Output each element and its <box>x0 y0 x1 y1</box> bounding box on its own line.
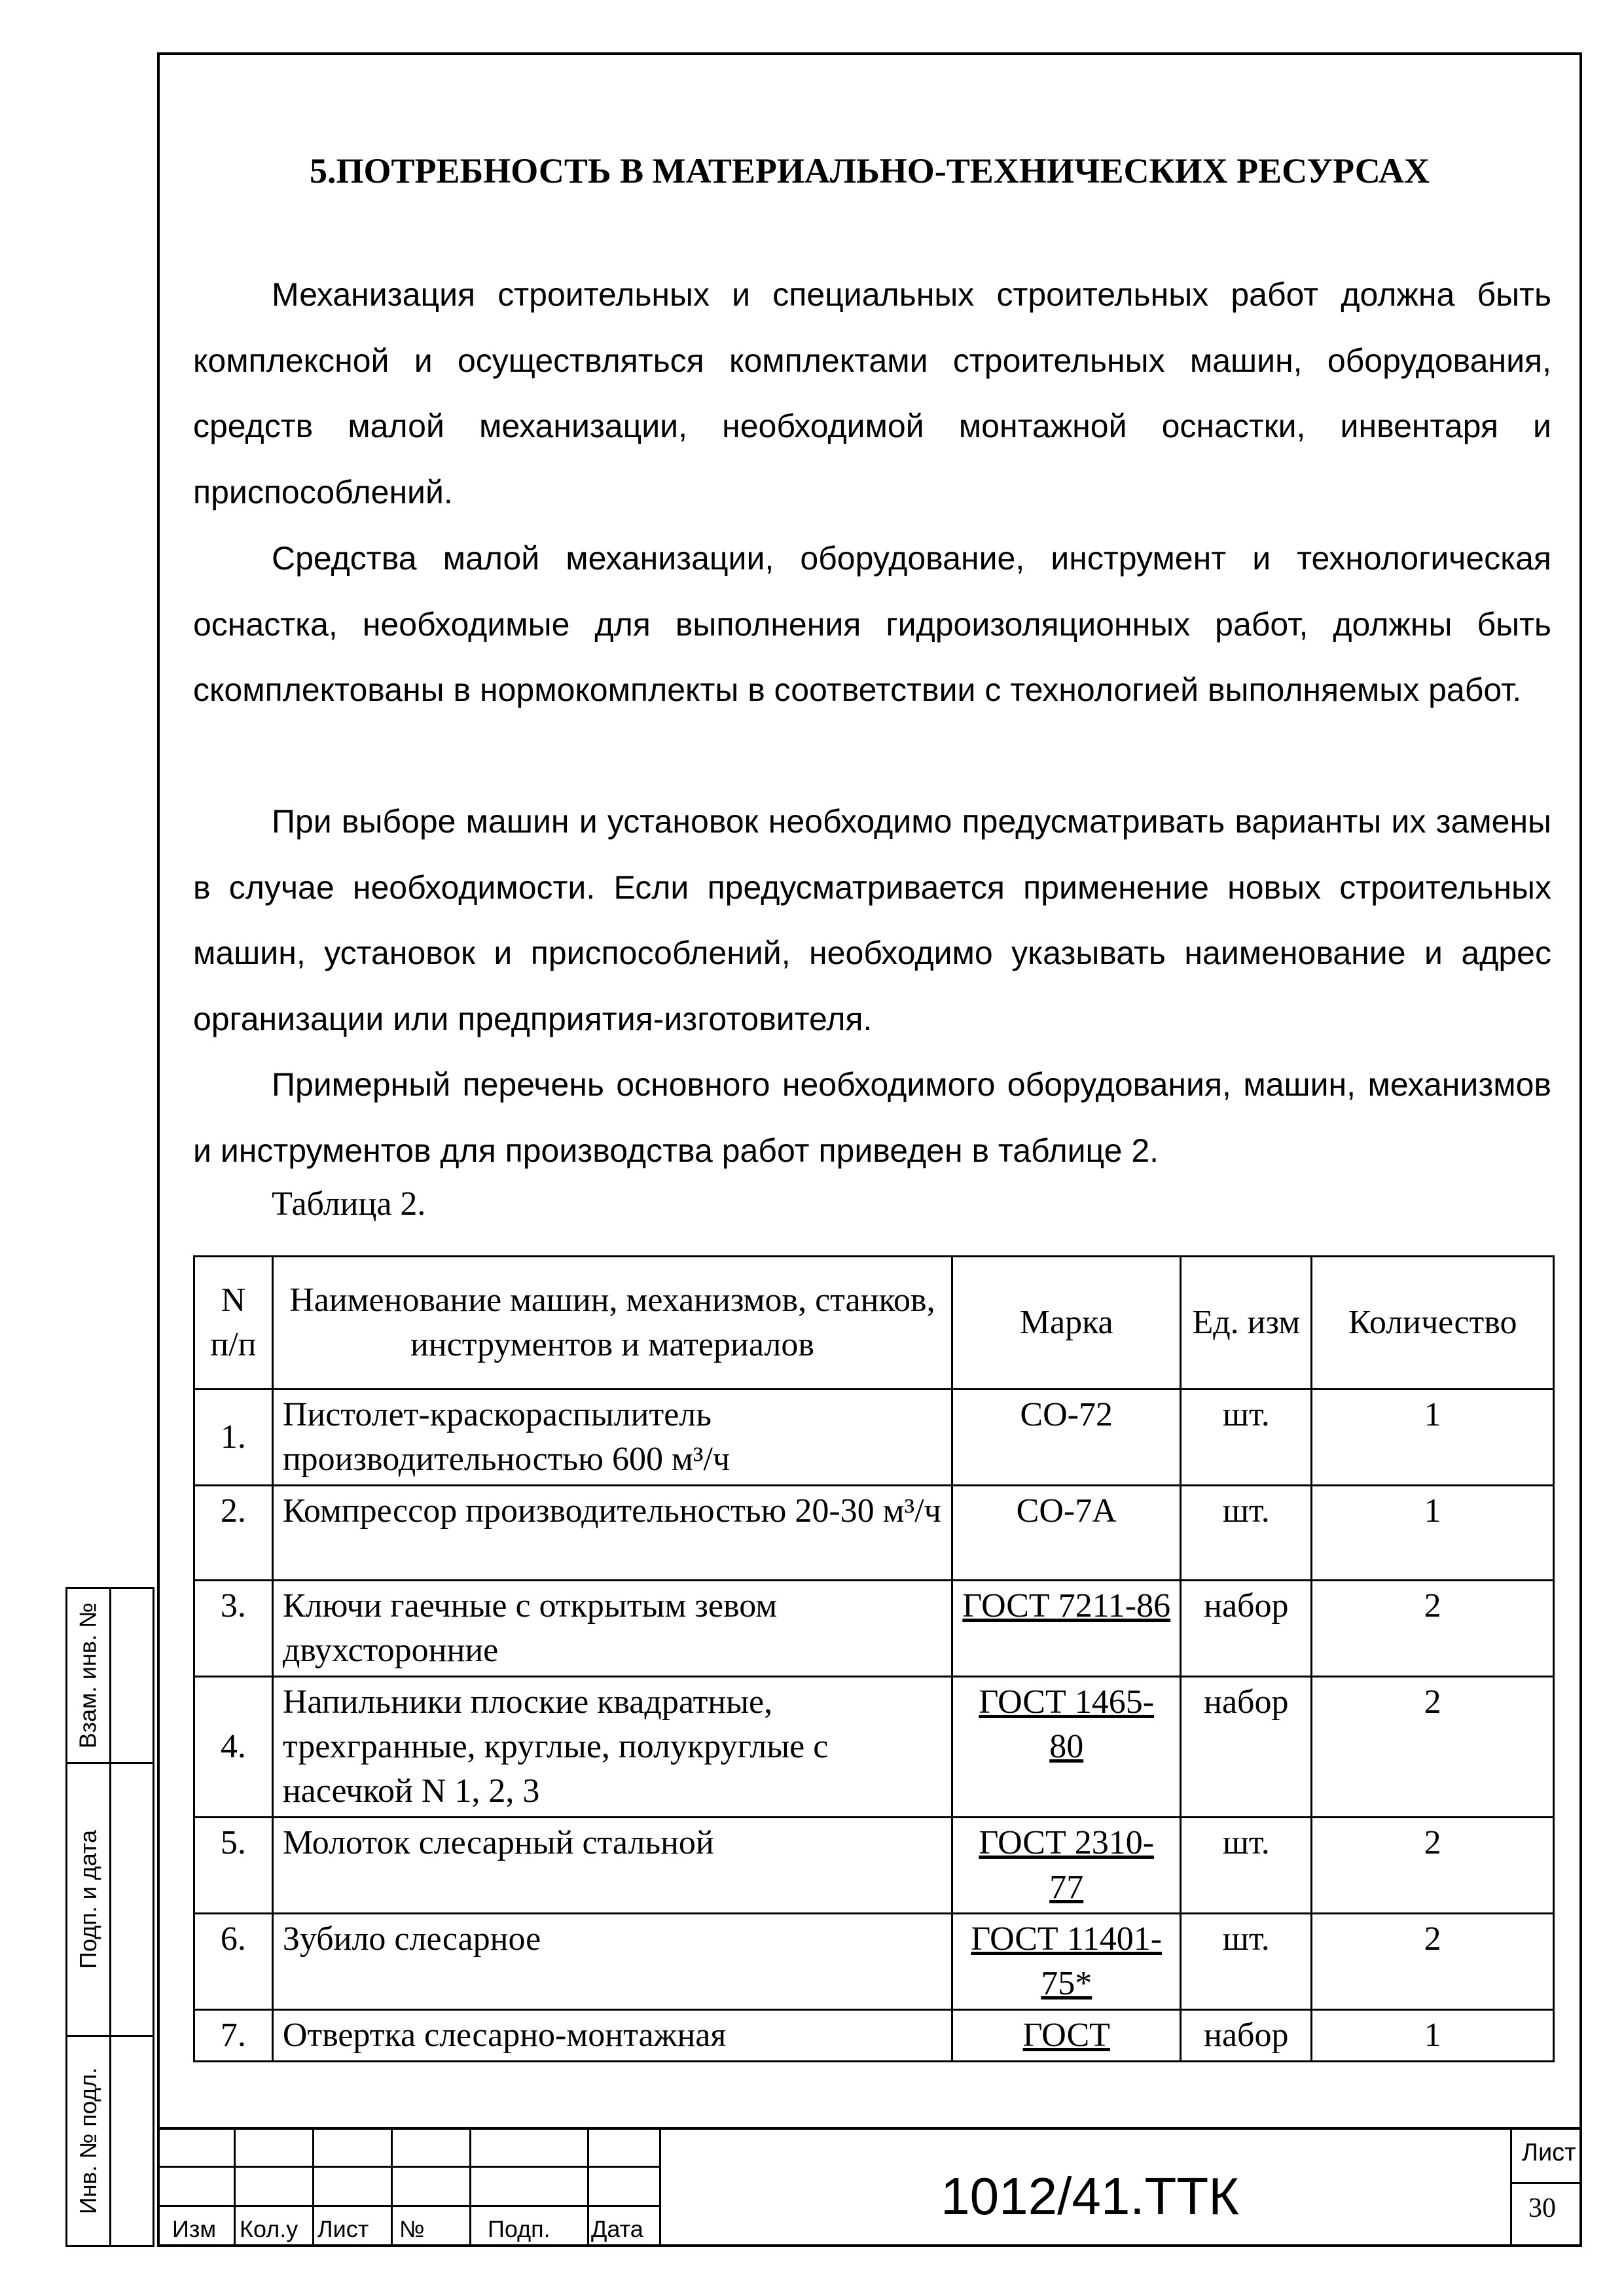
table-row <box>194 1914 1554 2010</box>
col-kolu: Кол.у <box>240 2215 298 2242</box>
stamp-replace-inv-label: Взам. инв. № <box>75 1602 101 1749</box>
sheet-label: Лист <box>1522 2139 1576 2166</box>
table-row <box>194 1677 1554 1818</box>
table-row <box>194 1818 1554 1914</box>
paragraph: При выборе машин и установок необходимо предусматривать варианты их замены в случае необходимости. Если предусматривается применение новых строительных машин, установок и приспособлений, необходимо указывать наименование и адрес организации или предприятия-изготовителя. <box>193 803 1551 1037</box>
cell-qty: 2 <box>1312 1818 1554 1914</box>
paragraph: Средства малой механизации, оборудование, инструмент и технологическая оснастка, необходимые для выполнения гидроизоляционных работ, должны быть скомплектованы в нормокомплекты в соответствии с технологией выполняемых работ. <box>193 540 1551 708</box>
cell-qty: 2 <box>1312 1581 1554 1677</box>
stamp-sign-date-label: Подп. и дата <box>75 1829 101 1969</box>
cell-mark: СО-72 <box>952 1390 1181 1486</box>
stamp-replace-inv <box>65 1587 154 1764</box>
header-qty: Количество <box>1312 1257 1554 1390</box>
gost-link[interactable]: ГОСТ 11401-75* <box>971 1920 1163 2002</box>
table-row <box>194 2010 1554 2062</box>
cell-name: Молоток слесарный стальной <box>272 1818 952 1914</box>
cell-mark <box>952 2010 1181 2062</box>
cell-qty: 2 <box>1312 1677 1554 1818</box>
gost-link[interactable]: ГОСТ 1465-80 <box>979 1683 1155 1765</box>
cell-unit: шт. <box>1181 1914 1312 2010</box>
cell-mark <box>952 1677 1181 1818</box>
gost-link[interactable]: ГОСТ 7211-86 <box>962 1587 1171 1624</box>
cell-unit: шт. <box>1181 1486 1312 1581</box>
cell-qty: 2 <box>1312 1914 1554 2010</box>
cell-qty: 1 <box>1312 2010 1554 2062</box>
equipment-table <box>193 1255 1555 2062</box>
cell-unit: шт. <box>1181 1390 1312 1486</box>
table-row <box>194 1486 1554 1581</box>
header-name: Наименование машин, механизмов, станков, инструментов и материалов <box>272 1257 952 1390</box>
gost-link[interactable]: ГОСТ <box>1022 2017 1110 2054</box>
header-unit: Ед. изм <box>1181 1257 1312 1390</box>
cell-num: 5. <box>194 1818 273 1914</box>
cell-unit: набор <box>1181 2010 1312 2062</box>
col-number: № <box>399 2215 425 2242</box>
cell-unit: шт. <box>1181 1818 1312 1914</box>
cell-num: 6. <box>194 1914 273 2010</box>
col-date: Дата <box>591 2215 643 2242</box>
cell-mark <box>952 1914 1181 2010</box>
stamp-inv-orig <box>65 2035 154 2247</box>
section-heading: 5.ПОТРЕБНОСТЬ В МАТЕРИАЛЬНО-ТЕХНИЧЕСКИХ РЕСУРСАХ <box>310 151 1430 190</box>
cell-qty: 1 <box>1312 1390 1554 1486</box>
cell-mark <box>952 1581 1181 1677</box>
cell-num: 7. <box>194 2010 273 2062</box>
cell-name: Напильники плоские квадратные, трехгранные, круглые, полукруглые с насечкой N 1, 2, 3 <box>272 1677 952 1818</box>
col-izm: Изм <box>172 2215 217 2242</box>
cell-name: Пистолет-краскораспылитель производительностью 600 м³/ч <box>272 1390 952 1486</box>
header-num: N п/п <box>194 1257 273 1390</box>
stamp-sign-date <box>65 1762 154 2037</box>
cell-name: Зубило слесарное <box>272 1914 952 2010</box>
cell-mark: СО-7А <box>952 1486 1181 1581</box>
col-sign: Подп. <box>488 2215 550 2242</box>
table-caption: Таблица 2. <box>272 1185 426 1223</box>
paragraph: Механизация строительных и специальных строительных работ должна быть комплексной и осуществляться комплектами строительных машин, оборудования, средств малой механизации, необходимой монтажной оснастки, инвентаря и приспособлений. <box>193 276 1551 511</box>
table-row <box>194 1581 1554 1677</box>
cell-mark <box>952 1818 1181 1914</box>
cell-num: 3. <box>194 1581 273 1677</box>
document-number: 1012/41.ТТК <box>941 2167 1239 2225</box>
table-header-row <box>194 1257 1554 1390</box>
gost-link[interactable]: ГОСТ 2310-77 <box>979 1824 1155 1906</box>
cell-name: Отвертка слесарно-монтажная <box>272 2010 952 2062</box>
paragraph: Примерный перечень основного необходимого оборудования, машин, механизмов и инструментов для производства работ приведен в таблице 2. <box>193 1066 1551 1169</box>
cell-num: 2. <box>194 1486 273 1581</box>
cell-qty: 1 <box>1312 1486 1554 1581</box>
cell-unit: набор <box>1181 1581 1312 1677</box>
cell-num: 1. <box>194 1390 273 1486</box>
cell-name: Компрессор производительностью 20-30 м³/ч <box>272 1486 952 1581</box>
cell-unit: набор <box>1181 1677 1312 1818</box>
cell-name: Ключи гаечные с открытым зевом двухсторонние <box>272 1581 952 1677</box>
header-mark: Марка <box>952 1257 1181 1390</box>
table-row <box>194 1390 1554 1486</box>
cell-num: 4. <box>194 1677 273 1818</box>
stamp-inv-orig-label: Инв. № подл. <box>75 2067 101 2215</box>
col-list: Лист <box>317 2215 369 2242</box>
sheet-number: 30 <box>1528 2193 1556 2223</box>
